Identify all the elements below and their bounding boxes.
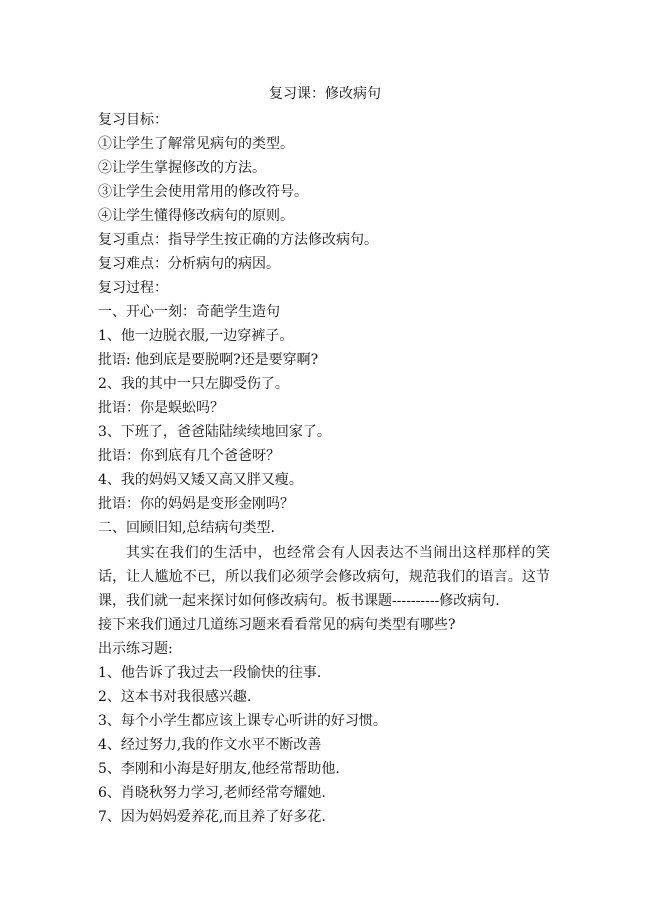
comment-line: 批语：你的妈妈是变形金刚吗？ xyxy=(98,496,294,512)
intro-paragraph: 其实在我们的生活中，也经常会有人因表达不当闹出这样那样的笑话，让人尴尬不已，所以我们必须学会修改病句，规范我们的语言。这节课，我们就一起来探讨如何修改病句。板书课题----------修改病句. xyxy=(98,545,550,609)
example-sentence: 3、下班了，爸爸陆陆续续地回家了。 xyxy=(98,424,331,440)
comment-line: 批语: 他到底是要脱啊?还是要穿啊? xyxy=(98,352,319,368)
comment-line: 批语：你是蜈蚣吗？ xyxy=(98,400,224,416)
goal-item: ②让学生掌握修改的方法。 xyxy=(98,160,266,176)
subsection-heading: 一、开心一刻：奇葩学生造句 xyxy=(98,304,280,320)
exercise-item: 2、这本书对我很感兴趣. xyxy=(98,689,252,705)
document-title: 复习课：修改病句 xyxy=(269,86,381,102)
subsection-heading: 二、回顾旧知,总结病句类型. xyxy=(98,520,275,536)
exercise-item: 5、李刚和小海是好朋友,他经常帮助他. xyxy=(98,761,340,777)
example-sentence: 2、我的其中一只左脚受伤了。 xyxy=(98,376,289,392)
exercise-item: 6、肖晓秋努力学习,老师经常夸耀她. xyxy=(98,785,326,801)
exercise-item: 7、因为妈妈爱养花,而且养了好多花. xyxy=(98,809,326,825)
exercise-item: 3、每个小学生都应该上课专心听讲的好习惯。 xyxy=(98,713,387,729)
example-sentence: 4、我的妈妈又矮又高又胖又瘦。 xyxy=(98,472,303,488)
goal-item: ①让学生了解常见病句的类型。 xyxy=(98,136,294,152)
exercise-item: 4、经过努力,我的作文水平不断改善 xyxy=(98,737,322,753)
instruction-line: 接下来我们通过几道练习题来看看常见的病句类型有哪些? xyxy=(98,617,456,633)
difficulty-line: 复习难点：分析病句的病因。 xyxy=(98,256,280,272)
comment-line: 批语：你到底有几个爸爸呀？ xyxy=(98,448,280,464)
goal-item: ③让学生会使用常用的修改符号。 xyxy=(98,184,308,200)
section-heading-goals: 复习目标： xyxy=(98,112,168,128)
goal-item: ④让学生懂得修改病句的原则。 xyxy=(98,208,294,224)
example-sentence: 1、他一边脱衣服,一边穿裤子。 xyxy=(98,328,294,344)
exercise-heading: 出示练习题: xyxy=(98,641,173,657)
document-body xyxy=(98,108,550,829)
exercise-item: 1、他告诉了我过去一段愉快的往事. xyxy=(98,665,322,681)
key-point-line: 复习重点：指导学生按正确的方法修改病句。 xyxy=(98,232,378,248)
section-heading-process: 复习过程： xyxy=(98,280,168,296)
